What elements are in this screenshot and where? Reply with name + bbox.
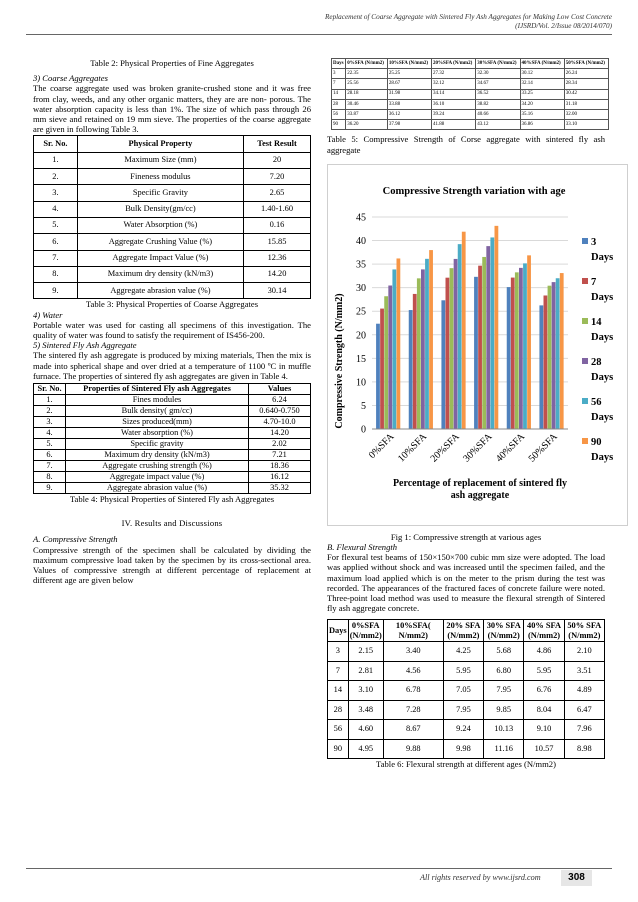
sintered-fly-ash-heading: 5) Sintered Fly Ash Aggregate — [33, 340, 137, 351]
table4-cell: 4. — [34, 428, 66, 439]
chart-bar — [421, 269, 425, 429]
table4-header-cell: Values — [249, 384, 311, 395]
table4-cell: 4.70-10.0 — [249, 417, 311, 428]
table5 — [331, 58, 609, 130]
chart-x-tick-label: 50%SFA — [526, 431, 560, 465]
results-section-heading: IV. Results and Discussions — [121, 518, 223, 529]
table3-cell: 2. — [34, 169, 78, 185]
table5-cell: 90 — [332, 120, 346, 130]
chart-bar — [417, 278, 421, 429]
table6-cell: 7 — [328, 661, 349, 681]
chart-legend-swatch — [582, 438, 588, 444]
table4-cell: 2. — [34, 406, 66, 417]
chart-bar — [515, 272, 519, 429]
table5-header-cell: 30%SFA (N/mm2) — [476, 59, 520, 69]
chart-bar — [454, 259, 458, 429]
header-title: Replacement of Coarse Aggregate with Sintered Fly Ash Aggregates for Making Low Cost Concrete — [325, 13, 612, 21]
chart-svg — [328, 165, 629, 527]
table3-cell: 0.16 — [244, 217, 311, 233]
table3-cell: 8. — [34, 266, 78, 282]
table3-caption: Table 3: Physical Properties of Coarse Aggregates — [85, 299, 259, 310]
table3-row — [34, 185, 311, 201]
table3-cell: 5. — [34, 217, 78, 233]
table5-cell: 14 — [332, 89, 346, 99]
table6-cell: 56 — [328, 720, 349, 740]
table6-cell: 14 — [328, 681, 349, 701]
table3-cell: Water Absorption (%) — [77, 217, 243, 233]
chart-bar — [462, 231, 466, 428]
chart-x-axis-label-line2: ash aggregate — [450, 489, 510, 501]
chart-bar — [409, 310, 413, 429]
chart-legend-label: Days — [591, 451, 614, 463]
table5-cell: 33.25 — [520, 89, 564, 99]
table6-header-cell: 50% SFA (N/mm2) — [564, 620, 604, 642]
table3-cell: 1. — [34, 152, 78, 168]
table5-cell: 25.56 — [346, 79, 388, 89]
chart-bar — [397, 258, 401, 429]
table5-header-cell: 40%SFA (N/mm2) — [520, 59, 564, 69]
table5-cell: 30.46 — [346, 99, 388, 109]
chart-bar — [490, 237, 494, 429]
chart-legend-swatch — [582, 278, 588, 284]
chart-bar — [388, 285, 392, 429]
table6-row — [328, 720, 605, 740]
chart-bar — [507, 287, 511, 429]
chart-y-tick-label: 5 — [361, 400, 366, 412]
table6-cell: 4.60 — [348, 720, 383, 740]
table4-cell: 1. — [34, 395, 66, 406]
table3-cell: 20 — [244, 152, 311, 168]
table4-cell: Fines modules — [66, 395, 249, 406]
chart-bar — [380, 308, 384, 428]
table5-cell: 39.24 — [432, 109, 476, 119]
table6-cell: 9.24 — [443, 720, 483, 740]
table4 — [33, 383, 311, 494]
table6-header-cell: 30% SFA (N/mm2) — [484, 620, 524, 642]
table5-cell: 36.86 — [520, 120, 564, 130]
footer-copyright: All rights reserved by www.ijsrd.com — [420, 873, 541, 882]
table4-cell: 5. — [34, 439, 66, 450]
flexural-strength-heading: B. Flexural Strength — [327, 541, 398, 552]
table4-row — [34, 428, 311, 439]
table5-cell: 28.18 — [346, 89, 388, 99]
chart-legend-swatch — [582, 358, 588, 364]
table5-cell: 34.67 — [476, 79, 520, 89]
chart-y-tick-label: 45 — [356, 212, 366, 224]
table5-cell: 33.87 — [346, 109, 388, 119]
table3-cell: 6. — [34, 234, 78, 250]
table6-row — [328, 739, 605, 759]
table3-cell: Fineness modulus — [77, 169, 243, 185]
table4-caption: Table 4: Physical Properties of Sintered Fly ash Aggregates — [69, 494, 275, 505]
table5-row — [332, 99, 609, 109]
header-volume: (IJSRD/Vol. 2/Issue 08/2014/070) — [515, 22, 612, 30]
table3-cell: 15.85 — [244, 234, 311, 250]
table6-caption: Table 6: Flexural strength at different ages (N/mm2) — [376, 759, 556, 770]
table3-row — [34, 250, 311, 266]
table5-cell: 36.20 — [346, 120, 388, 130]
chart-bar — [450, 268, 454, 429]
table5-cell: 32.12 — [432, 79, 476, 89]
table3-cell: Aggregate Crushing Value (%) — [77, 234, 243, 250]
chart-y-tick-label: 20 — [356, 329, 366, 341]
table5-cell: 3 — [332, 69, 346, 79]
chart-bar — [527, 255, 531, 429]
chart-legend-label: 28 — [591, 356, 602, 368]
table4-cell: Aggregate crushing strength (%) — [66, 461, 249, 472]
chart-bar — [474, 277, 478, 429]
table5-row — [332, 79, 609, 89]
chart-bar — [539, 305, 543, 429]
header-rule — [26, 34, 612, 35]
table3-cell: 9. — [34, 283, 78, 299]
chart-bars — [376, 226, 564, 429]
chart-y-axis-label: Compressive Strength (N/mm2) — [334, 293, 345, 429]
chart-legend-label: 3 — [591, 236, 597, 248]
table4-row — [34, 483, 311, 494]
table6-cell: 7.95 — [443, 700, 483, 720]
table4-cell: Aggregate abrasion value (%) — [66, 483, 249, 494]
chart-gridlines — [372, 217, 568, 429]
table5-cell: 31.18 — [564, 99, 608, 109]
table2-caption: Table 2: Physical Properties of Fine Aggregates — [90, 58, 254, 68]
chart-x-tick-label: 10%SFA — [395, 431, 430, 465]
water-paragraph: Portable water was used for casting all specimens of this investigation. The quality of water was found to satisfy the requirement of IS456-200. — [33, 319, 311, 340]
chart-bar — [478, 265, 482, 428]
chart-bar — [458, 244, 462, 429]
table5-cell: 28.34 — [564, 79, 608, 89]
table6-cell: 8.04 — [524, 700, 564, 720]
chart-x-tick-label: 20%SFA — [428, 431, 462, 465]
table6-cell: 11.16 — [484, 739, 524, 759]
table5-cell: 32.30 — [476, 69, 520, 79]
table4-cell: 6. — [34, 450, 66, 461]
chart-legend-swatch — [582, 398, 588, 404]
table6-cell: 9.88 — [383, 739, 443, 759]
table6-cell: 2.10 — [564, 642, 604, 662]
table5-cell: 56 — [332, 109, 346, 119]
table3-row — [34, 283, 311, 299]
table6-cell: 3.40 — [383, 642, 443, 662]
table3-cell: 14.20 — [244, 266, 311, 282]
table3-row — [34, 217, 311, 233]
table5-cell: 22.35 — [346, 69, 388, 79]
chart-bar — [376, 323, 380, 428]
table4-cell: 14.20 — [249, 428, 311, 439]
running-header — [325, 13, 612, 31]
table6-header-cell: Days — [328, 620, 349, 642]
chart-y-tick-label: 30 — [356, 282, 366, 294]
table5-cell: 25.25 — [387, 69, 431, 79]
table6-cell: 3.51 — [564, 661, 604, 681]
table6-cell: 3.48 — [348, 700, 383, 720]
table3-cell: Maximum Size (mm) — [77, 152, 243, 168]
table6-cell: 3.10 — [348, 681, 383, 701]
chart-y-tick-label: 25 — [356, 306, 366, 318]
table5-cell: 28.67 — [387, 79, 431, 89]
table6-cell: 7.96 — [564, 720, 604, 740]
table6-cell: 28 — [328, 700, 349, 720]
table3-row — [34, 169, 311, 185]
chart-legend-label: Days — [591, 251, 614, 263]
table5-header-cell: 10%SFA (N/mm2) — [387, 59, 431, 69]
chart-bar — [482, 257, 486, 429]
table5-cell: 34.14 — [432, 89, 476, 99]
chart-bar — [552, 282, 556, 429]
table5-cell: 30.42 — [564, 89, 608, 99]
table5-cell: 26.24 — [564, 69, 608, 79]
chart-legend-label: 90 — [591, 436, 602, 448]
compressive-strength-chart — [327, 164, 628, 526]
sintered-fly-ash-paragraph: The sintered fly ash aggregate is produced by mixing materials, Then the mix is made into spherical shape and over dried at a temperature of 1100 ºC in muffle furnace. The properties of sintered fly ash aggregates are given in Table 4. — [33, 350, 311, 381]
table6-row — [328, 681, 605, 701]
table3-header-cell: Sr. No. — [34, 136, 78, 152]
table4-cell: Maximum dry density (kN/m3) — [66, 450, 249, 461]
table3-cell: 3. — [34, 185, 78, 201]
table3 — [33, 135, 311, 299]
table6-row — [328, 661, 605, 681]
table3-row — [34, 266, 311, 282]
table6-cell: 6.47 — [564, 700, 604, 720]
table3-header-cell: Test Result — [244, 136, 311, 152]
table4-cell: Specific gravity — [66, 439, 249, 450]
chart-legend — [582, 237, 613, 463]
chart-y-tick-label: 10 — [356, 377, 366, 389]
chart-legend-label: 7 — [591, 276, 597, 288]
table6-cell: 3 — [328, 642, 349, 662]
table5-cell: 32.00 — [564, 109, 608, 119]
chart-bar — [523, 263, 527, 429]
chart-x-tick-label: 30%SFA — [461, 431, 495, 465]
chart-x-tick-label: 40%SFA — [493, 431, 528, 465]
table5-cell: 34.20 — [520, 99, 564, 109]
chart-y-tick-label: 40 — [356, 235, 366, 247]
table6-header-cell: 0%SFA (N/mm2) — [349, 621, 382, 640]
table5-cell: 37.98 — [387, 120, 431, 130]
table6-cell: 4.86 — [524, 642, 564, 662]
table4-cell: 8. — [34, 472, 66, 483]
table4-row — [34, 439, 311, 450]
table4-row — [34, 461, 311, 472]
chart-bar — [560, 273, 564, 429]
table4-cell: 3. — [34, 417, 66, 428]
page-number: 308 — [561, 870, 592, 886]
table6-cell: 10.57 — [524, 739, 564, 759]
table5-cell: 33.10 — [564, 120, 608, 130]
table6-cell: 5.95 — [524, 661, 564, 681]
coarse-aggregates-paragraph: The coarse aggregate used was broken granite-crushed stone and it was free from clay, weeds, and any other organic matters, they are are non- porous. The water absorption capacity is less than 1%. The size of which pass through 26 mm sieve and retained on 19 mm sieve. The properties of the coarse aggregate are given in following Table 3. — [33, 83, 311, 135]
table5-cell: 28 — [332, 99, 346, 109]
table5-row — [332, 69, 609, 79]
table5-header-cell: Days — [332, 59, 346, 69]
table5-cell: 32.14 — [520, 79, 564, 89]
chart-title: Compressive Strength variation with age — [382, 185, 566, 197]
table6 — [327, 619, 605, 759]
chart-bar — [425, 259, 429, 429]
table5-header-cell: 50%SFA (N/mm2) — [564, 59, 608, 69]
table6-cell: 4.95 — [348, 739, 383, 759]
chart-legend-swatch — [582, 318, 588, 324]
table4-cell: 7.21 — [249, 450, 311, 461]
table5-header-cell: 0%SFA (N/mm2) — [346, 59, 388, 69]
table5-row — [332, 109, 609, 119]
table3-header-cell: Physical Property — [77, 136, 243, 152]
table5-cell: 33.88 — [387, 99, 431, 109]
chart-bar — [486, 246, 490, 429]
table3-cell: Aggregate Impact Value (%) — [77, 250, 243, 266]
table5-row — [332, 120, 609, 130]
table6-cell: 4.25 — [443, 642, 483, 662]
fig1-caption: Fig 1: Compressive strength at various ages — [390, 531, 542, 542]
coarse-aggregates-heading: 3) Coarse Aggregates — [33, 73, 108, 84]
chart-legend-label: Days — [591, 371, 614, 383]
chart-legend-label: 14 — [591, 316, 602, 328]
table3-cell: Specific Gravity — [77, 185, 243, 201]
chart-legend-label: Days — [591, 411, 614, 423]
compressive-strength-paragraph: Compressive strength of the specimen shall be calculated by dividing the maximum compressive load taken by the specimen by its cross-sectional area. Values of compressive strength at different percentage of replacement at different age are given below — [33, 544, 311, 586]
chart-legend-label: Days — [591, 331, 614, 343]
table6-cell: 5.95 — [443, 661, 483, 681]
chart-bar — [384, 296, 388, 429]
table6-header-cell: 10%SFA( N/mm2) — [383, 620, 443, 642]
table6-row — [328, 700, 605, 720]
table5-cell: 36.10 — [432, 99, 476, 109]
chart-legend-label: Days — [591, 291, 614, 303]
chart-x-tick-label: 0%SFA — [366, 431, 397, 461]
chart-y-tick-label: 15 — [356, 353, 366, 365]
table6-cell: 9.10 — [524, 720, 564, 740]
table3-cell: 12.36 — [244, 250, 311, 266]
table3-cell: 1.40-1.60 — [244, 201, 311, 217]
chart-bar — [548, 285, 552, 428]
table4-row — [34, 472, 311, 483]
chart-bar — [544, 295, 548, 429]
table4-cell: 18.36 — [249, 461, 311, 472]
table5-cell: 27.32 — [432, 69, 476, 79]
table6-row — [328, 642, 605, 662]
table4-cell: 16.12 — [249, 472, 311, 483]
table6-header-cell: 20% SFA (N/mm2) — [443, 620, 483, 642]
table3-cell: 4. — [34, 201, 78, 217]
table3-cell: 2.65 — [244, 185, 311, 201]
chart-legend-label: 56 — [591, 396, 602, 408]
table5-cell: 43.12 — [476, 120, 520, 130]
table3-row — [34, 152, 311, 168]
table6-cell: 8.67 — [383, 720, 443, 740]
table6-cell: 4.89 — [564, 681, 604, 701]
table6-cell: 90 — [328, 739, 349, 759]
right-column — [327, 46, 614, 770]
table6-cell: 10.13 — [484, 720, 524, 740]
table4-row — [34, 417, 311, 428]
table6-cell: 7.05 — [443, 681, 483, 701]
table6-cell: 9.98 — [443, 739, 483, 759]
compressive-strength-heading: A. Compressive Strength — [33, 534, 118, 545]
flexural-strength-paragraph: For flexural test beams of 150×150×700 cubic mm size were adopted. The load was applied without shock and was increased until the specimen failed, and the maximum load applied which is on the meter to the prism during the test was recorded. The appearances of the fractured faces of concrete failure were noted. Three-point load method was used to measure the flexural strength of Sintered fly ash aggregate concrete. — [327, 552, 605, 614]
chart-x-axis-label: Percentage of replacement of sintered fly — [392, 477, 568, 489]
table4-cell: Water absorption (%) — [66, 428, 249, 439]
table4-header-cell: Sr. No. — [34, 384, 66, 395]
table4-cell: 7. — [34, 461, 66, 472]
table6-cell: 6.78 — [383, 681, 443, 701]
table3-row — [34, 234, 311, 250]
table6-cell: 9.85 — [484, 700, 524, 720]
table6-cell: 6.80 — [484, 661, 524, 681]
chart-y-tick-label: 35 — [356, 259, 366, 271]
table4-cell: 2.02 — [249, 439, 311, 450]
chart-bar — [495, 226, 499, 429]
table4-row — [34, 450, 311, 461]
table4-cell: 6.24 — [249, 395, 311, 406]
table4-cell: Sizes produced(mm) — [66, 417, 249, 428]
table4-cell: 0.640-0.750 — [249, 406, 311, 417]
table6-cell: 2.81 — [348, 661, 383, 681]
table5-cell: 31.98 — [387, 89, 431, 99]
table5-cell: 40.66 — [476, 109, 520, 119]
table3-cell: 30.14 — [244, 283, 311, 299]
table4-cell: 9. — [34, 483, 66, 494]
table5-cell: 38.82 — [476, 99, 520, 109]
chart-bar — [413, 294, 417, 429]
table6-cell: 8.98 — [564, 739, 604, 759]
table5-cell: 35.16 — [520, 109, 564, 119]
table6-header-cell: 40% SFA (N/mm2) — [524, 620, 564, 642]
table5-cell: 36.52 — [476, 89, 520, 99]
table5-caption: Table 5: Compressive Strength of Corse aggregate with sintered fly ash aggregate — [327, 134, 605, 155]
table6-cell: 5.68 — [484, 642, 524, 662]
chart-bar — [429, 250, 433, 429]
chart-legend-swatch — [582, 238, 588, 244]
table3-cell: 7. — [34, 250, 78, 266]
table6-cell: 4.56 — [383, 661, 443, 681]
table5-cell: 36.12 — [387, 109, 431, 119]
chart-bar — [511, 277, 515, 428]
table3-cell: 7.20 — [244, 169, 311, 185]
table3-cell: Maximum dry density (kN/m3) — [77, 266, 243, 282]
table4-cell: Aggregate impact value (%) — [66, 472, 249, 483]
chart-y-tick-label: 0 — [361, 424, 366, 436]
table4-row — [34, 406, 311, 417]
table6-cell: 7.28 — [383, 700, 443, 720]
table5-cell: 41.88 — [432, 120, 476, 130]
table5-header-cell: 20%SFA (N/mm2) — [432, 59, 476, 69]
chart-bar — [441, 300, 445, 429]
chart-bar — [446, 277, 450, 428]
table4-cell: 35.32 — [249, 483, 311, 494]
left-column — [33, 46, 311, 585]
table5-cell: 30.12 — [520, 69, 564, 79]
table6-cell: 7.95 — [484, 681, 524, 701]
table3-cell: Aggregate abrasion value (%) — [77, 283, 243, 299]
chart-bar — [556, 278, 560, 429]
chart-bar — [519, 268, 523, 429]
table4-cell: Bulk density( gm/cc) — [66, 406, 249, 417]
table6-cell: 6.76 — [524, 681, 564, 701]
chart-bar — [392, 269, 396, 429]
water-heading: 4) Water — [33, 309, 63, 320]
footer-rule — [26, 868, 612, 869]
table5-cell: 7 — [332, 79, 346, 89]
table5-row — [332, 89, 609, 99]
table3-cell: Bulk Density(gm/cc) — [77, 201, 243, 217]
table6-cell: 2.15 — [348, 642, 383, 662]
table4-header-cell: Properties of Sintered Fly ash Aggregates — [66, 384, 249, 395]
table3-row — [34, 201, 311, 217]
table4-row — [34, 395, 311, 406]
